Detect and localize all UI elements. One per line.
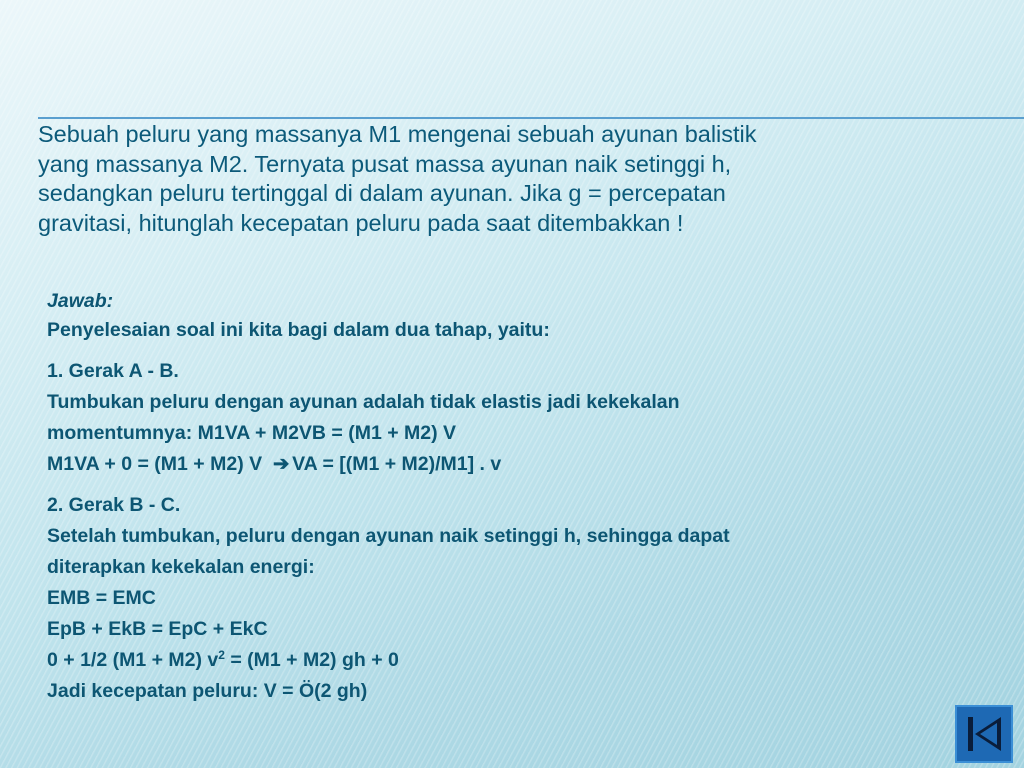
first-slide-button[interactable] <box>955 705 1013 763</box>
problem-line: Sebuah peluru yang massanya M1 mengenai sebuah ayunan balistik <box>38 121 757 147</box>
step1-line: Tumbukan peluru dengan ayunan adalah tidak elastis jadi kekekalan <box>47 391 680 413</box>
jawab-label: Jawab: <box>47 290 114 312</box>
problem-line: gravitasi, hitunglah kecepatan peluru pada saat ditembakkan ! <box>38 209 684 236</box>
right-arrow-icon: ➔ <box>272 453 290 475</box>
step2-equation <box>47 645 1007 676</box>
step2-line: Setelah tumbukan, peluru dengan ayunan naik setinggi h, sehingga dapat <box>47 525 730 547</box>
step2-line: diterapkan kekekalan energi: <box>47 556 315 578</box>
step1-title: 1. Gerak A - B. <box>47 360 179 382</box>
step2-title: 2. Gerak B - C. <box>47 494 181 516</box>
problem-line: yang massanya M2. Ternyata pusat massa ayunan naik setinggi h, <box>38 150 732 177</box>
problem-line: sedangkan peluru tertinggal di dalam ayunan. Jika g = percepatan <box>38 180 726 206</box>
answer-intro: Penyelesaian soal ini kita bagi dalam dua tahap, yaitu: <box>47 319 550 341</box>
step2-equation: EpB + EkB = EpC + EkC <box>47 618 268 640</box>
divider-line <box>38 117 1024 119</box>
step1-equation-left: M1VA + 0 = (M1 + M2) V <box>47 453 263 475</box>
step1-line: momentumnya: M1VA + M2VB = (M1 + M2) V <box>47 422 457 444</box>
step2-eq3-left: 0 + 1/2 (M1 + M2) v <box>47 649 219 671</box>
step1-line <box>47 449 1007 480</box>
first-slide-icon <box>957 707 1011 761</box>
answer-block <box>47 287 1007 707</box>
step2-equation: EMB = EMC <box>47 587 156 609</box>
step2-eq3-right: = (M1 + M2) gh + 0 <box>224 649 399 671</box>
step1-equation-right: VA = [(M1 + M2)/M1] . v <box>292 453 502 475</box>
exponent: 2 <box>218 648 225 662</box>
problem-statement <box>38 120 938 238</box>
conclusion: Jadi kecepatan peluru: V = Ö(2 gh) <box>47 680 368 702</box>
